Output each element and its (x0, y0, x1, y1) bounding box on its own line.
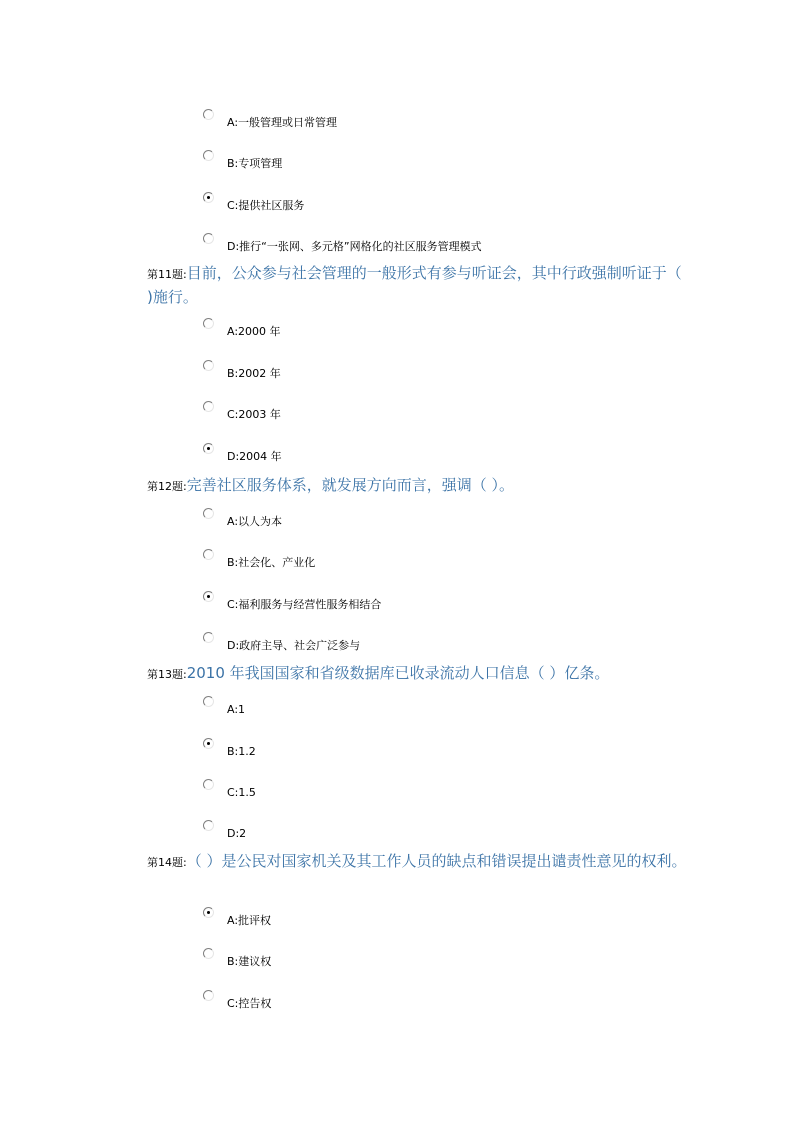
option-label: B:2002 年 (227, 367, 281, 380)
question-text: （ ）是公民对国家机关及其工作人员的缺点和错误提出谴责性意见的权利。 (186, 852, 687, 870)
option-label: B:1.2 (227, 745, 256, 758)
question-text: 目前，公众参与社会管理的一般形式有参与听证会，其中行政强制听证于（ )施行。 (147, 264, 682, 306)
radio-button[interactable] (203, 109, 214, 120)
option-label: A:以人为本 (227, 515, 283, 528)
question-label: 第13题: (147, 668, 187, 681)
question-13 (147, 662, 687, 686)
question-11 (147, 262, 687, 308)
question-label: 第11题: (147, 268, 187, 281)
radio-button[interactable] (203, 632, 214, 643)
question-text: 2010 年我国国家和省级数据库已收录流动人口信息（ ）亿条。 (186, 664, 610, 682)
radio-button[interactable] (203, 696, 214, 707)
option-label: D:政府主导、社会广泛参与 (227, 639, 361, 652)
radio-button[interactable] (203, 820, 214, 831)
option-label: D:推行“一张网、多元格”网格化的社区服务管理模式 (227, 240, 482, 253)
option-label: C:1.5 (227, 786, 256, 799)
question-label: 第12题: (147, 480, 187, 493)
question-14 (147, 850, 687, 874)
radio-button[interactable] (203, 591, 214, 602)
option-label: C:控告权 (227, 997, 272, 1010)
option-label: C:2003 年 (227, 408, 281, 421)
option-label: A:批评权 (227, 914, 272, 927)
option-label: A:1 (227, 703, 246, 716)
option-label: B:建议权 (227, 955, 272, 968)
option-label: A:2000 年 (227, 325, 281, 338)
question-12 (147, 474, 687, 498)
option-label: C:提供社区服务 (227, 199, 305, 212)
question-text: 完善社区服务体系，就发展方向而言，强调（ ）。 (186, 476, 514, 494)
radio-button[interactable] (203, 779, 214, 790)
radio-button[interactable] (203, 990, 214, 1001)
radio-button[interactable] (203, 948, 214, 959)
radio-button[interactable] (203, 150, 214, 161)
radio-button[interactable] (203, 233, 214, 244)
radio-button[interactable] (203, 192, 214, 203)
option-label: D:2 (227, 827, 247, 840)
option-label: B:专项管理 (227, 157, 283, 170)
question-label: 第14题: (147, 856, 187, 869)
radio-button[interactable] (203, 401, 214, 412)
radio-button[interactable] (203, 549, 214, 560)
option-label: A:一般管理或日常管理 (227, 116, 338, 129)
option-label: D:2004 年 (227, 450, 282, 463)
radio-button[interactable] (203, 907, 214, 918)
radio-button[interactable] (203, 508, 214, 519)
option-label: B:社会化、产业化 (227, 556, 316, 569)
radio-button[interactable] (203, 318, 214, 329)
radio-button[interactable] (203, 443, 214, 454)
option-label: C:福利服务与经营性服务相结合 (227, 598, 382, 611)
radio-button[interactable] (203, 360, 214, 371)
radio-button[interactable] (203, 738, 214, 749)
